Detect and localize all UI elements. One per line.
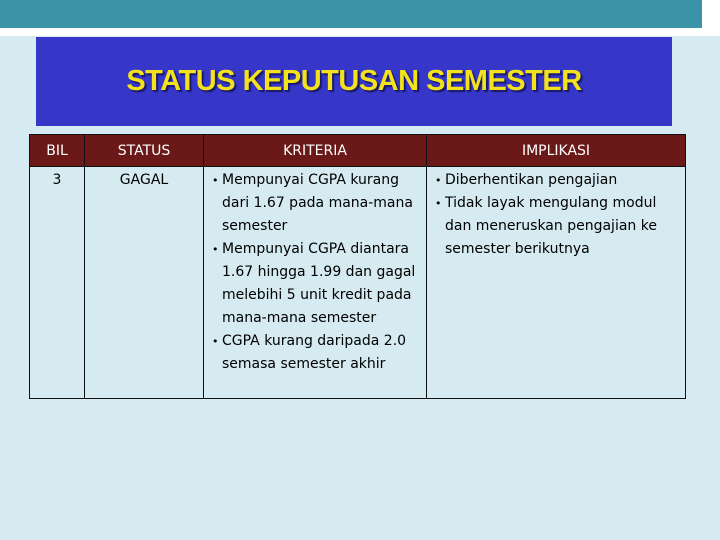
page-title: STATUS KEPUTUSAN SEMESTER [126, 65, 582, 97]
title-box [36, 37, 672, 126]
cell-implikasi [433, 169, 665, 261]
kriteria-item: • CGPA kurang daripada 2.0 semasa semester akhir [210, 330, 420, 376]
header-status: STATUS [117, 142, 171, 159]
status-table [29, 134, 686, 399]
cell-kriteria [210, 169, 420, 376]
implikasi-item: • Tidak layak mengulang modul dan meneruskan pengajian ke semester berikutnya [433, 192, 665, 261]
white-strip [0, 28, 720, 36]
column-divider [203, 135, 204, 398]
header-implikasi: IMPLIKASI [521, 142, 591, 159]
kriteria-item: • Mempunyai CGPA kurang dari 1.67 pada mana-mana semester [210, 169, 420, 238]
cell-status: GAGAL [119, 172, 169, 188]
kriteria-item: • Mempunyai CGPA diantara 1.67 hingga 1.99 dan gagal melebihi 5 unit kredit pada mana-mana semester [210, 238, 420, 330]
cell-bil: 3 [52, 172, 62, 188]
column-divider [426, 135, 427, 398]
header-bil: BIL [46, 142, 68, 159]
table-header-row [30, 135, 685, 167]
top-bar [0, 0, 720, 28]
implikasi-item: • Diberhentikan pengajian [433, 169, 665, 192]
header-kriteria: KRITERIA [283, 142, 347, 159]
top-corner-square [702, 0, 720, 28]
